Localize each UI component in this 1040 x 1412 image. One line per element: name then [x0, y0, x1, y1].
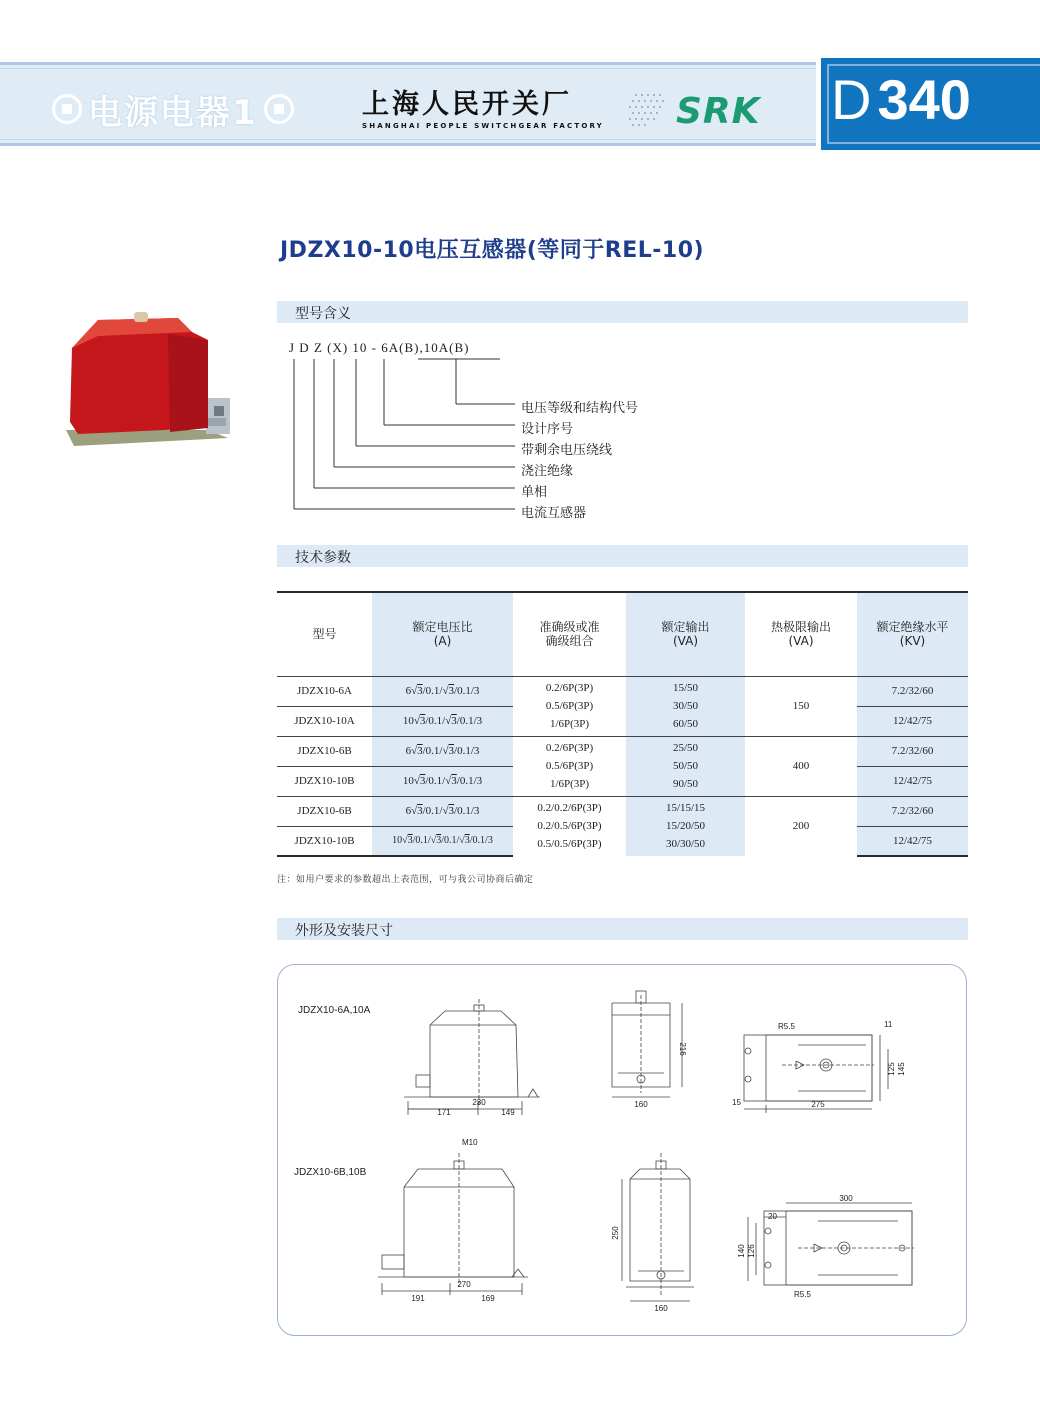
ratio-part: 3	[417, 805, 423, 817]
ratio-part: 3	[451, 715, 457, 727]
header-cell	[626, 592, 745, 676]
dot-pattern-icon	[626, 91, 670, 131]
accuracy-cell	[513, 796, 626, 856]
ratio-part: 3	[417, 685, 423, 697]
drawing-label: JDZX10-6A,10A	[298, 1005, 371, 1016]
spec-table	[277, 591, 968, 857]
dimension-text: 230	[472, 1098, 486, 1107]
cell-line: 60/50	[672, 718, 699, 730]
model-cell: JDZX10-6B	[277, 736, 372, 766]
factory-logo	[362, 89, 604, 130]
dimension-text: 11	[884, 1020, 893, 1029]
model-meaning-diagram	[280, 355, 700, 520]
dimension-text: 171	[437, 1108, 451, 1117]
insulation-cell: 12/42/75	[857, 826, 968, 856]
factory-name-cn: 上海人民开关厂	[362, 89, 572, 120]
ratio-part: 6	[405, 685, 412, 697]
ratio-part: /0.1/	[441, 835, 460, 847]
dimension-text: 20	[768, 1212, 777, 1221]
dimension-text: 160	[634, 1100, 648, 1109]
model-cell: JDZX10-6B	[277, 796, 372, 826]
header-cell	[372, 592, 513, 676]
header-text: 确级组合	[545, 634, 594, 649]
ratio-part: /0.1/3	[454, 685, 480, 697]
ratio-part: 3	[407, 835, 413, 847]
section-title: 外形及安装尺寸	[295, 923, 393, 939]
page-digits: 340	[877, 68, 971, 131]
ratio-part: 3	[464, 835, 470, 847]
page-number	[831, 68, 971, 132]
dimension-text: 300	[839, 1194, 853, 1203]
output-cell	[626, 736, 745, 796]
dimension-text: 145	[897, 1062, 906, 1076]
ratio-cell: 10√3/0.1/√3/0.1/3	[372, 766, 513, 796]
dimension-text: 270	[457, 1280, 471, 1289]
model-label: 电压等级和结构代号	[521, 401, 639, 416]
ratio-part: /0.1/3	[469, 835, 493, 847]
page-number-box	[818, 58, 1040, 150]
ratio-cell: 6√3/0.1/√3/0.1/3	[372, 796, 513, 826]
header-text: (VA)	[788, 634, 814, 649]
cell-line: 15/50	[672, 682, 699, 694]
ratio-part: /0.1/3	[456, 715, 483, 727]
ratio-part: /0.1/3	[456, 775, 483, 787]
header-text: 额定输出	[661, 620, 710, 635]
insulation-cell: 7.2/32/60	[857, 676, 968, 706]
cell-line: 90/50	[672, 778, 699, 790]
model-label: 浇注绝缘	[521, 464, 574, 479]
bullet-icon	[52, 94, 82, 124]
output-cell	[626, 796, 745, 856]
dimension-text: 126	[747, 1244, 756, 1258]
side-view-b	[622, 1153, 694, 1301]
ratio-part: /0.1/	[412, 835, 431, 847]
dimension-text: 169	[481, 1294, 495, 1303]
model-cell: JDZX10-6A	[277, 676, 372, 706]
insulation-cell: 12/42/75	[857, 706, 968, 736]
cell-line: 50/50	[672, 760, 699, 772]
thermal-cell: 200	[745, 796, 857, 856]
header-cell	[513, 592, 626, 676]
page-letter: D	[831, 68, 872, 131]
insulation-cell: 12/42/75	[857, 766, 968, 796]
dimension-text: R5.5	[794, 1290, 811, 1299]
header-cell	[857, 592, 968, 676]
cell-line: 0.2/6P(3P)	[545, 742, 594, 754]
cell-line: 30/50	[672, 700, 699, 712]
ratio-part: /0.1/	[422, 685, 443, 697]
model-cell: JDZX10-10A	[277, 706, 372, 736]
bullet-icon	[264, 94, 294, 124]
ratio-part: /0.1/	[422, 745, 443, 757]
dimension-drawings	[277, 964, 967, 1336]
cell-line: 0.5/6P(3P)	[545, 700, 594, 712]
table-row	[277, 796, 968, 826]
dimension-text: 250	[611, 1226, 620, 1240]
cell-line: 0.2/0.2/6P(3P)	[537, 802, 602, 815]
cell-line: 1/6P(3P)	[549, 718, 590, 730]
dimension-text: 15	[732, 1098, 741, 1107]
cell-line: 15/15/15	[665, 802, 706, 815]
header-text: (KV)	[899, 634, 926, 649]
model-label: 单相	[521, 485, 548, 500]
page-header	[0, 58, 1040, 150]
cell-line: 1/6P(3P)	[549, 778, 590, 790]
insulation-cell: 7.2/32/60	[857, 736, 968, 766]
ratio-part: 3	[436, 835, 442, 847]
cell-line: 0.2/0.5/6P(3P)	[537, 820, 602, 833]
ratio-cell: 6√3/0.1/√3/0.1/3	[372, 676, 513, 706]
ratio-part: 10	[402, 715, 414, 727]
table-row	[277, 736, 968, 766]
ratio-part: 3	[417, 745, 423, 757]
cell-line: 15/20/50	[665, 820, 706, 833]
dimension-text: 140	[737, 1244, 746, 1258]
cell-line: 30/30/50	[665, 838, 706, 851]
section-title: 技术参数	[295, 550, 351, 566]
front-view-b	[378, 1153, 528, 1295]
thermal-cell: 400	[745, 736, 857, 796]
header-band	[0, 62, 816, 146]
ratio-cell: 10√3/0.1/√3/0.1/√3/0.1/3	[372, 826, 513, 856]
cell-line: 25/50	[672, 742, 699, 754]
cell-line: 0.5/0.5/6P(3P)	[537, 838, 602, 851]
cell-line: 0.2/6P(3P)	[545, 682, 594, 694]
dimension-text: 191	[411, 1294, 425, 1303]
model-cell: JDZX10-10B	[277, 766, 372, 796]
section-dimensions	[277, 918, 968, 940]
ratio-part: /0.1/	[425, 775, 446, 787]
table-note: 注：如用户要求的参数超出上表范围，可与我公司协商后确定	[277, 875, 534, 885]
table-header-row	[277, 592, 968, 676]
header-text: 准确级或准	[539, 620, 600, 635]
factory-name-en: SHANGHAI PEOPLE SWITCHGEAR FACTORY	[362, 122, 604, 130]
ratio-part: 6	[405, 805, 412, 817]
header-cell	[745, 592, 857, 676]
dimension-text: M10	[462, 1138, 478, 1147]
table-row	[277, 676, 968, 706]
header-text: (VA)	[672, 634, 698, 649]
ratio-part: /0.1/	[425, 715, 446, 727]
header-text: 型号	[312, 627, 337, 642]
side-view-a	[612, 991, 682, 1097]
ratio-cell: 10√3/0.1/√3/0.1/3	[372, 706, 513, 736]
model-label: 电流互感器	[521, 506, 587, 521]
ratio-part: /0.1/3	[454, 745, 480, 757]
output-cell	[626, 676, 745, 736]
section-title: 型号含义	[295, 306, 351, 322]
ratio-part: 3	[448, 685, 455, 697]
cell-line: 0.5/6P(3P)	[545, 760, 594, 772]
model-cell: JDZX10-10B	[277, 826, 372, 856]
product-title: JDZX10-10电压互感器(等同于REL-10)	[280, 238, 705, 263]
brand-logo: SRK	[676, 91, 761, 132]
ratio-part: 3	[451, 775, 457, 787]
ratio-part: /0.1/3	[454, 805, 480, 817]
ratio-part: /0.1/	[422, 805, 443, 817]
insulation-cell: 7.2/32/60	[857, 796, 968, 826]
header-text: 热极限输出	[770, 620, 831, 635]
accuracy-cell	[513, 676, 626, 736]
accuracy-cell	[513, 736, 626, 796]
ratio-part: 10	[402, 775, 414, 787]
dimension-text: R5.5	[778, 1022, 795, 1031]
model-label: 带剩余电压绕线	[521, 443, 613, 458]
header-text: 额定绝缘水平	[876, 620, 949, 635]
series-text: 电源电器1	[88, 92, 258, 133]
ratio-part: 6	[405, 745, 412, 757]
dimension-text: 149	[501, 1108, 515, 1117]
ratio-part: 3	[448, 745, 455, 757]
ratio-part: 3	[448, 805, 455, 817]
series-label	[46, 87, 300, 131]
ratio-part: 3	[419, 715, 426, 727]
section-model-meaning	[277, 301, 968, 323]
section-tech-params	[277, 545, 968, 567]
dimension-text: 275	[811, 1100, 825, 1109]
dimension-text: 125	[887, 1062, 896, 1076]
model-label: 设计序号	[521, 422, 574, 437]
dimension-text: 216	[678, 1042, 687, 1056]
dimension-text: 160	[654, 1304, 668, 1313]
model-code: J D Z (X) 10 - 6A(B),10A(B)	[289, 340, 470, 355]
header-text: (A)	[433, 634, 452, 649]
header-text: 额定电压比	[412, 620, 473, 635]
ratio-cell: 6√3/0.1/√3/0.1/3	[372, 736, 513, 766]
dimension-drawing-svg	[278, 965, 968, 1337]
header-cell	[277, 592, 372, 676]
thermal-cell: 150	[745, 676, 857, 736]
product-photo	[58, 312, 238, 452]
drawing-label: JDZX10-6B,10B	[294, 1167, 367, 1178]
ratio-part: 3	[419, 775, 426, 787]
ratio-part: 10	[392, 835, 403, 847]
